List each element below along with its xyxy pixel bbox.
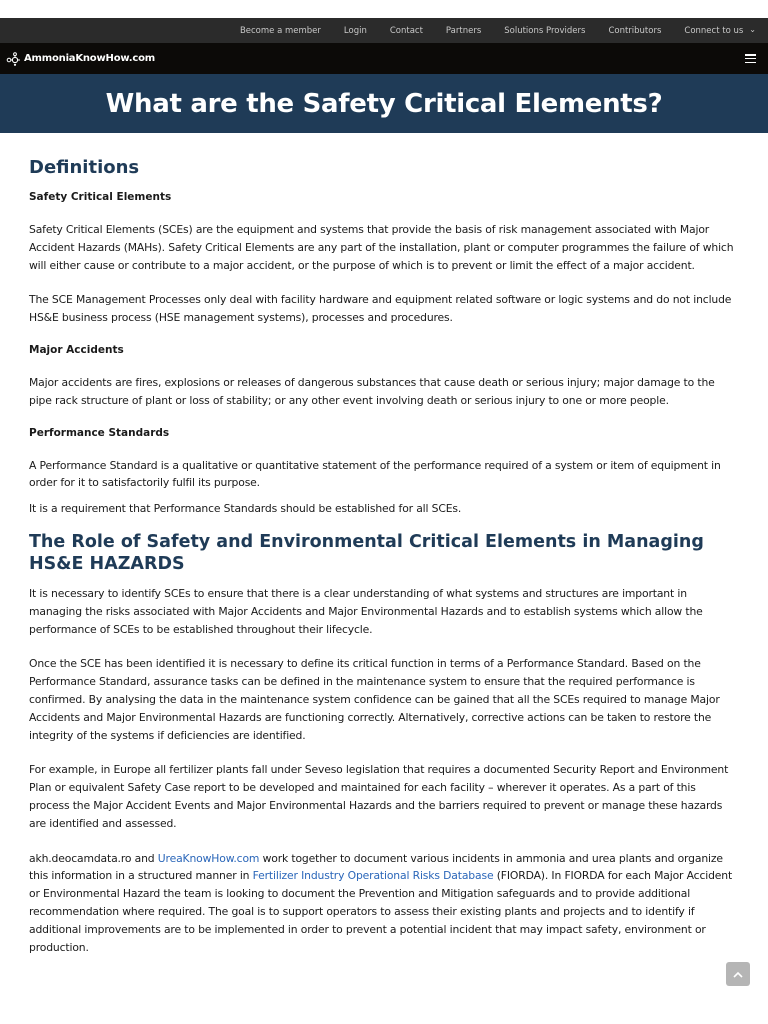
chevron-down-icon: ⌄ [749, 24, 756, 34]
performance-standards-paragraph-2: It is a requirement that Performance Standards should be established for all SCEs. [29, 502, 462, 516]
p4-text-1: akh.deocamdata.ro and [29, 851, 158, 865]
main-navbar [0, 43, 768, 74]
page-title: What are the Safety Critical Elements? [105, 88, 663, 119]
topbar-link-partners[interactable]: Partners [445, 25, 482, 36]
p4-text-2: work together to document various incidents in ammonia and urea plants and organize this information in a structured manner in [29, 851, 723, 883]
hamburger-menu-icon[interactable] [745, 54, 756, 63]
p4-text-3: (FIORDA). In FIORDA for each Major Accident or Environmental Hazard the team is looking to document the Prevention and Mitigation safeguards and to provide additional recommendation where required. The goal is to support operators to assess their existing plants and projects and to identify if additional improvements are to be implemented in order to prevent a potential incident that may impact safety, environment or production. [29, 869, 733, 954]
scroll-to-top-button[interactable] [726, 962, 750, 986]
topbar-link-solutions-providers[interactable]: Solutions Providers [504, 25, 586, 36]
topbar-link-connect[interactable] [684, 26, 756, 36]
article-body [0, 133, 768, 956]
role-paragraph-3: For example, in Europe all fertilizer plants fall under Seveso legislation that requires a documented Security Report and Environment Plan or equivalent Safety Case report to be developed and maintained for each facility – wherever it operates. As a part of this process the Major Accident Events and Major Environmental Hazards and the barriers required to prevent or manage these hazards are identified and assessed. [29, 763, 729, 830]
ureaknowhow-link[interactable]: UreaKnowHow.com [157, 851, 260, 865]
topbar-link-contributors[interactable]: Contributors [608, 25, 662, 36]
role-paragraph-1: It is necessary to identify SCEs to ensure that there is a clear understanding of what systems and structures are important in managing the risks associated with Major Accidents and Major Environmental Hazards and to establish systems which allow the performance of SCEs to be established throughout their lifecycle. [29, 586, 703, 636]
brand-name: AmmoniaKnowHow.com [24, 53, 155, 64]
definitions-heading: Definitions [29, 157, 140, 178]
performance-standards-paragraph-1: A Performance Standard is a qualitative or quantitative statement of the performance required of a system or item of equipment in order for it to satisfactorily fulfil its purpose. [29, 458, 721, 490]
top-spacer [0, 0, 768, 18]
role-heading: The Role of Safety and Environmental Critical Elements in Managing HS&E HAZARDS [29, 531, 704, 574]
sce-subheading: Safety Critical Elements [29, 191, 172, 203]
topbar-link-become-member[interactable]: Become a member [239, 25, 321, 36]
site-logo[interactable] [6, 52, 155, 66]
role-paragraph-4 [29, 850, 739, 957]
sce-paragraph-1: Safety Critical Elements (SCEs) are the equipment and systems that provide the basis of risk management associated with Major Accident Hazards (MAHs). Safety Critical Elements are any part of the installation, plant or computer programmes the failure of which will either cause or contribute to a major accident, or the purpose of which is to prevent or limit the effect of a major accident. [29, 223, 734, 272]
molecule-logo-icon [6, 52, 22, 66]
utility-bar [0, 18, 768, 43]
fiorda-database-link[interactable]: Fertilizer Industry Operational Risks Database [252, 869, 494, 883]
chevron-up-icon [733, 971, 743, 978]
page-hero [0, 74, 768, 133]
sce-paragraph-2: The SCE Management Processes only deal with facility hardware and equipment related software or logic systems and do not include HS&E business process (HSE management systems), processes and procedures. [29, 293, 732, 325]
role-paragraph-2: Once the SCE has been identified it is necessary to define its critical function in terms of a Performance Standard. Based on the Performance Standard, assurance tasks can be defined in the maintenance system to ensure that the required performance is confirmed. By analysing the data in the maintenance system confidence can be gained that all the SCEs required to manage Major Accidents and Major Environmental Hazards are functioning correctly. Alternatively, corrective actions can be taken to restore the integrity of the systems if deficiencies are identified. [29, 657, 720, 742]
topbar-connect-label: Connect to us [684, 25, 744, 36]
major-accidents-paragraph: Major accidents are fires, explosions or releases of dangerous substances that cause death or serious injury; major damage to the pipe rack structure of plant or loss of stability; or any other event involving death or serious injury to one or more people. [29, 375, 715, 407]
major-accidents-subheading: Major Accidents [29, 343, 124, 356]
performance-standards-subheading: Performance Standards [29, 426, 170, 439]
topbar-link-login[interactable]: Login [343, 25, 367, 36]
topbar-link-contact[interactable]: Contact [389, 25, 423, 36]
